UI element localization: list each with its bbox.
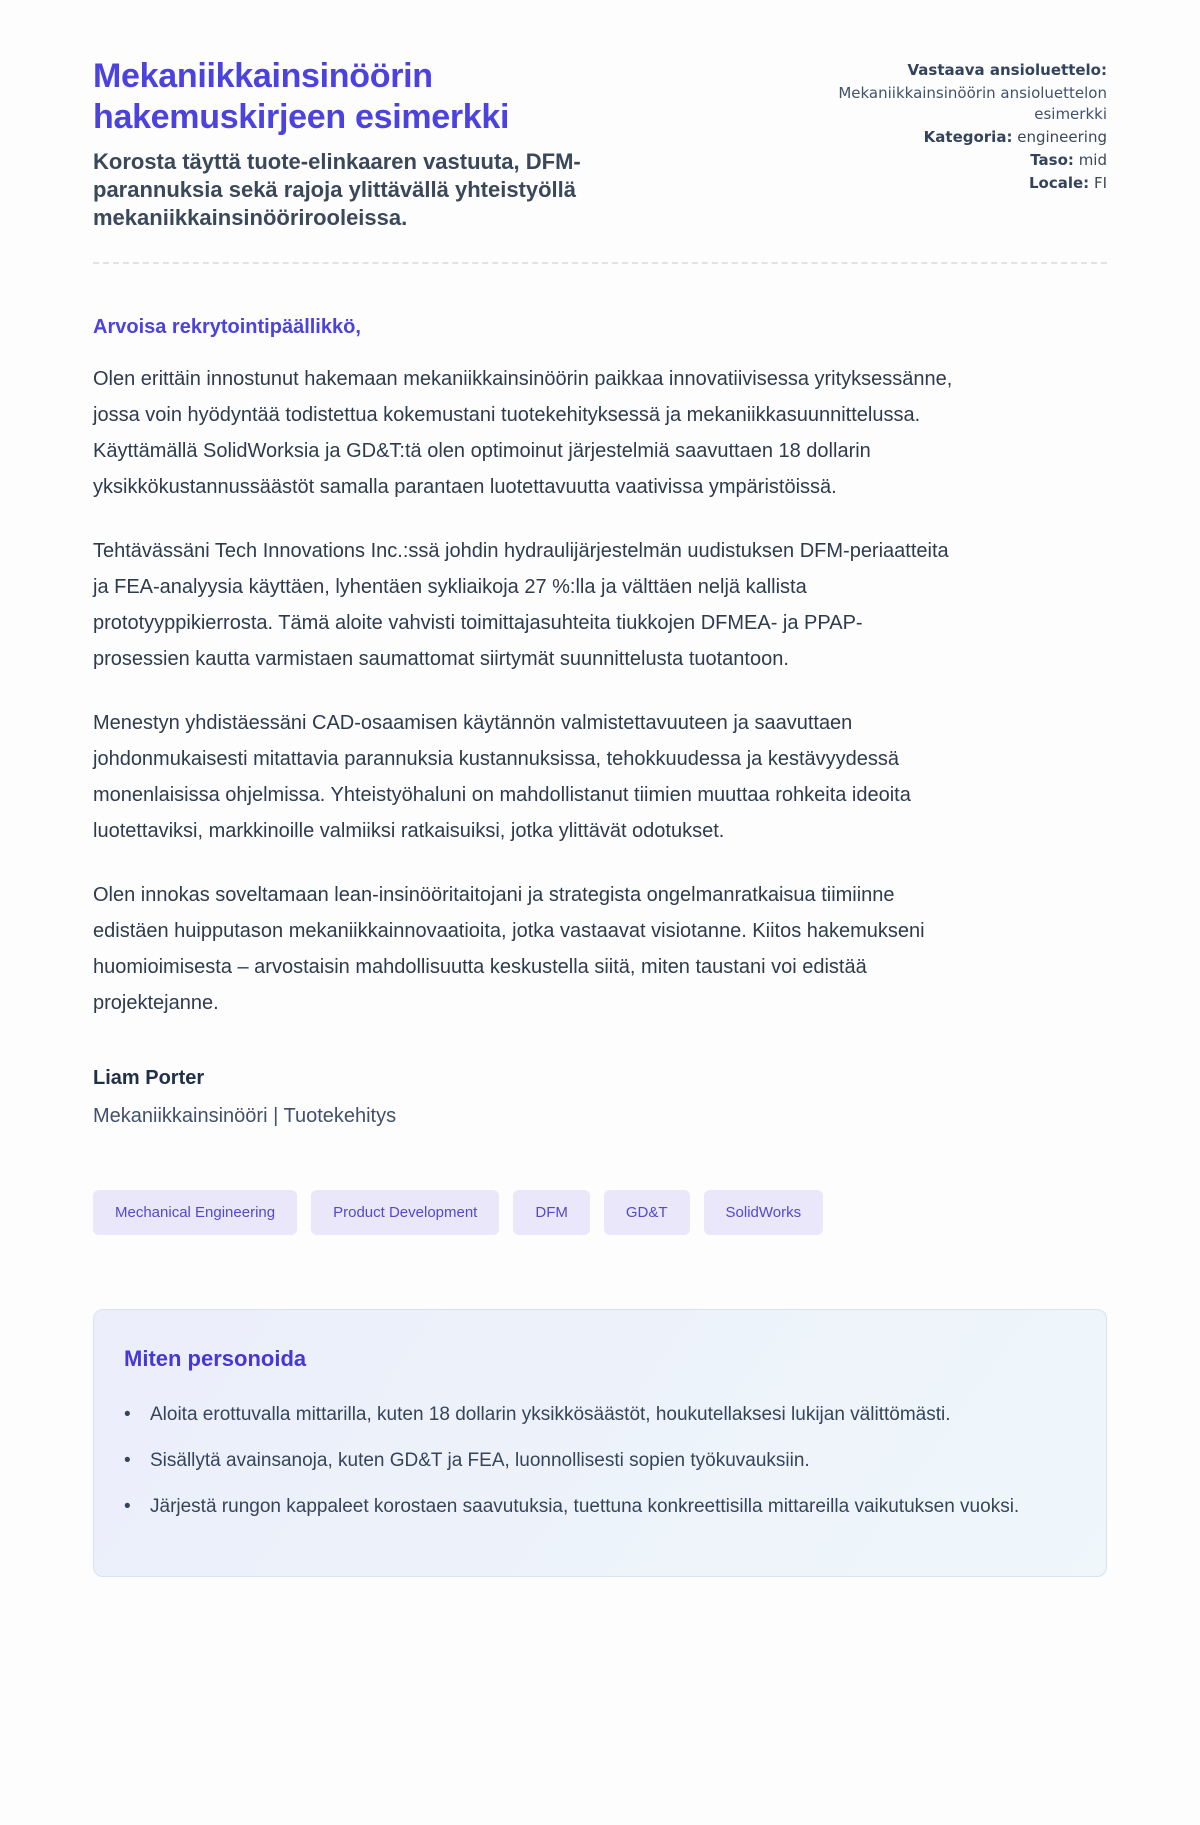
tag-dfm[interactable]: DFM	[513, 1190, 590, 1235]
list-item	[124, 1444, 1024, 1478]
tips-list	[124, 1398, 1076, 1524]
bullet-marker: •	[124, 1496, 131, 1517]
signature-name: Liam Porter	[93, 1067, 205, 1089]
letter-body	[93, 316, 1107, 1128]
list-item	[124, 1490, 1024, 1524]
letter-paragraph-1: Olen erittäin innostunut hakemaan mekaniikkainsinöörin paikkaa innovatiivisessa yrityksessänne, jossa voin hyödyntää todistettua kokemustani tuotekehityksessä ja mekaniikkasuunnittelussa. Käyttämällä SolidWorksia ja GD&T:tä olen optimoinut järjestelmiä saavuttaen 18 dollarin yksikkökustannussäästöt samalla parantaen luotettavuutta vaativissa ympäristöissä.	[93, 368, 953, 498]
signature-role: Mekaniikkainsinööri | Tuotekehitys	[93, 1105, 397, 1127]
list-item	[124, 1398, 1024, 1432]
header-title-block	[93, 56, 703, 232]
page-subtitle: Korosta täyttä tuote-elinkaaren vastuuta, DFM-parannuksia sekä rajoja ylittävällä yhteistyöllä mekaniikkainsinöörirooleissa.	[93, 149, 581, 230]
tag-mechanical-engineering[interactable]: Mechanical Engineering	[93, 1190, 297, 1235]
letter-paragraph-4: Olen innokas soveltamaan lean-insinööritaitojani ja strategista ongelmanratkaisua tiimiinne edistäen huipputason mekaniikkainnovaatioita, jotka vastaavat visiotanne. Kiitos hakemukseni huomioimisesta – arvostaisin mahdollisuutta keskustella siitä, miten taustani voi edistää projektejanne.	[93, 884, 925, 1014]
meta-related-label: Vastaava ansioluettelo:	[907, 61, 1107, 79]
signature-block	[93, 1067, 1107, 1128]
header-divider	[93, 262, 1107, 264]
tag-gdt[interactable]: GD&T	[604, 1190, 690, 1235]
tag-list	[93, 1190, 1107, 1235]
bullet-marker: •	[124, 1450, 131, 1471]
personalization-tips-card	[93, 1309, 1107, 1577]
meta-category-value: engineering	[1017, 128, 1107, 146]
bullet-marker: •	[124, 1404, 131, 1425]
tip-text-2: Sisällytä avainsanoja, kuten GD&T ja FEA, luonnollisesti sopien työkuvauksiin.	[150, 1450, 810, 1471]
tip-text-1: Aloita erottuvalla mittarilla, kuten 18 dollarin yksikkösäästöt, houkutellaksesi lukijan välittömästi.	[150, 1404, 951, 1425]
related-resume-link[interactable]: Mekaniikkainsinöörin ansioluettelon esimerkki	[838, 84, 1107, 123]
tip-text-3: Järjestä rungon kappaleet korostaen saavutuksia, tuettuna konkreettisilla mittareilla vaikutuksen vuoksi.	[150, 1496, 1020, 1517]
meta-level	[777, 150, 1107, 171]
letter-paragraph-3: Menestyn yhdistäessäni CAD-osaamisen käytännön valmistettavuuteen ja saavuttaen johdonmukaisesti mitattavia parannuksia kustannuksissa, tehokkuudessa ja kestävyydessä monenlaisissa ohjelmissa. Yhteistyöhaluni on mahdollistanut tiimien muuttaa rohkeita ideoita luotettaviksi, markkinoille valmiiksi ratkaisuiksi, jotka ylittävät odotukset.	[93, 712, 911, 842]
tag-solidworks[interactable]: SolidWorks	[704, 1190, 824, 1235]
meta-level-value: mid	[1078, 151, 1107, 169]
meta-category	[777, 127, 1107, 148]
page-header	[93, 56, 1107, 232]
meta-panel	[777, 56, 1107, 196]
tips-card-title: Miten personoida	[124, 1346, 307, 1371]
page-title: Mekaniikkainsinöörin hakemuskirjeen esimerkki	[93, 57, 510, 136]
letter-greeting: Arvoisa rekrytointipäällikkö,	[93, 316, 361, 338]
meta-locale-value: FI	[1093, 174, 1107, 192]
meta-level-label: Taso:	[1030, 151, 1074, 169]
tag-product-development[interactable]: Product Development	[311, 1190, 499, 1235]
meta-locale	[777, 173, 1107, 194]
letter-paragraph-2: Tehtävässäni Tech Innovations Inc.:ssä johdin hydraulijärjestelmän uudistuksen DFM-periaatteita ja FEA-analyysia käyttäen, lyhentäen sykliaikoja 27 %:lla ja välttäen neljä kallista prototyyppikierrosta. Tämä aloite vahvisti toimittajasuhteita tiukkojen DFMEA- ja PPAP-prosessien kautta varmistaen saumattomat siirtymät suunnittelusta tuotantoon.	[93, 540, 949, 670]
meta-locale-label: Locale:	[1028, 174, 1090, 192]
meta-category-label: Kategoria:	[923, 128, 1013, 146]
